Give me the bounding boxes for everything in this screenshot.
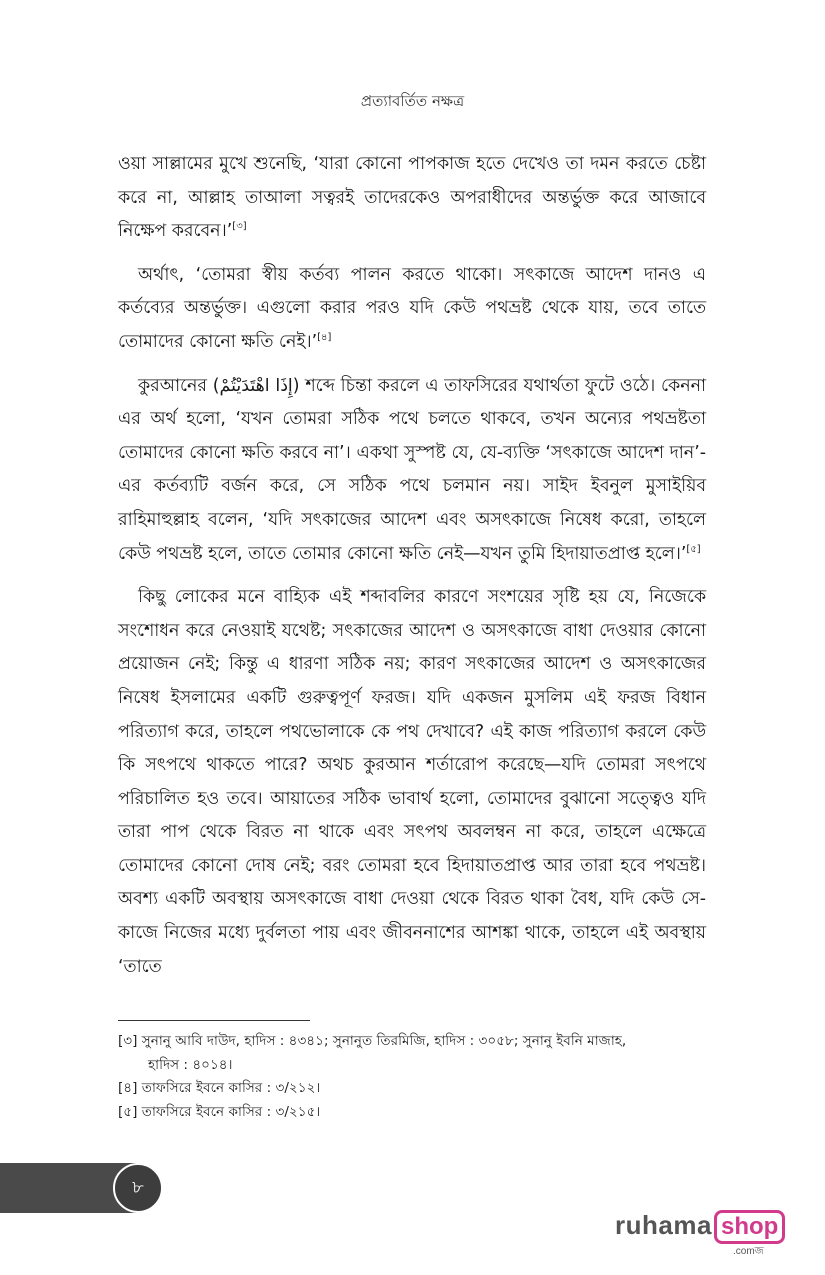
paragraph-3-text-a: কুরআনের ( [138,375,220,396]
logo-domain-text: .comজ [733,1246,764,1257]
footnote-ref-4[interactable]: [৪] [317,332,332,344]
footnotes [118,1030,706,1124]
logo-shop-text: shop [714,1210,785,1244]
footnote-3: [৩] সুনানু আবি দাউদ, হাদিস : ৪৩৪১; সুনানুত তিরমিজি, হাদিস : ৩০৫৮; সুনানু ইবনি মাজাহ, [118,1033,627,1049]
footnote-ref-5[interactable]: [৫] [686,543,701,555]
paragraph-3 [118,370,706,572]
body-text [118,148,706,994]
paragraph-2 [118,259,706,360]
footnote-4: [৪] তাফসিরে ইবনে কাসির : ৩/২১২। [118,1080,321,1096]
paragraph-4 [118,581,706,984]
arabic-quote: إِذَا اهْتَدَيْتُمْ [219,375,293,396]
footnote-divider [118,1020,310,1021]
footnote-ref-3[interactable]: [৩] [232,221,247,233]
page-number: ৮ [113,1163,163,1213]
paragraph-1-text: ওয়া সাল্লামের মুখে শুনেছি, ‘যারা কোনো পাপকাজ হতে দেখেও তা দমন করতে চেষ্টা করে না, আল্লাহ তাআলা সত্বরই তাদেরকেও অপরাধীদের অন্তর্ভুক্ত করে আজাবে নিক্ষেপ করবেন।’ [118,154,706,242]
footnote-3-continued: হাদিস : ৪০১৪। [148,1056,233,1073]
paragraph-3-text-b: ) শব্দে চিন্তা করলে এ তাফসিরের যথার্থতা ফুটে ওঠে। কেননা এর অর্থ হলো, ‘যখন তোমরা সঠিক পথে চলতে থাকবে, তখন অন্যের পথভ্রষ্টতা তোমাদের কোনো ক্ষতি করবে না’। একথা সুস্পষ্ট যে, যে-ব্যক্তি ‘সৎকাজে আদেশ দান’-এর কর্তব্যটি বর্জন করে, সে সঠিক পথে চলমান নয়। সাইদ ইবনুল মুসাইয়িব রাহিমাহুল্লাহ বলেন, ‘যদি সৎকাজের আদেশ এবং অসৎকাজে নিষেধ করো, তাহলে কেউ পথভ্রষ্ট হলে, তাতে তোমার কোনো ক্ষতি নেই—যখন তুমি হিদায়াতপ্রাপ্ত হলে।’ [118,375,707,564]
ruhamashop-logo [615,1208,779,1258]
footnote-5: [৫] তাফসিরে ইবনে কাসির : ৩/২১৫। [118,1103,321,1120]
paragraph-1 [118,148,706,249]
paragraph-2-text: অর্থাৎ, ‘তোমরা স্বীয় কর্তব্য পালন করতে থাকো। সৎকাজে আদেশ দানও এ কর্তব্যের অন্তর্ভুক্ত। এগুলো করার পরও যদি কেউ পথভ্রষ্ট থেকে যায়, তবে তাতে তোমাদের কোনো ক্ষতি নেই।’ [118,264,706,352]
logo-ruhama-text: ruhama [615,1210,712,1240]
paragraph-4-text: কিছু লোকের মনে বাহ্যিক এই শব্দাবলির কারণে সংশয়ের সৃষ্টি হয় যে, নিজেকে সংশোধন করে নেওয়াই যথেষ্ট; সৎকাজের আদেশ ও অসৎকাজে বাধা দেওয়ার কোনো প্রয়োজন নেই; কিন্তু এ ধারণা সঠিক নয়; কারণ সৎকাজের আদেশ ও অসৎকাজের নিষেধ ইসলামের একটি গুরুত্বপূর্ণ ফরজ। যদি একজন মুসলিম এই ফরজ বিধান পরিত্যাগ করে, তাহলে পথভোলাকে কে পথ দেখাবে? এই কাজ পরিত্যাগ করলে কেউ কি সৎপথে থাকতে পারে? অথচ কুরআন শর্তারোপ করেছে—যদি তোমরা সৎপথে পরিচালিত হও তবে। আয়াতের সঠিক ভাবার্থ হলো, তোমাদের বুঝানো সত্ত্বেও যদি তারা পাপ থেকে বিরত না থাকে এবং সৎপথ অবলম্বন না করে, তাহলে এক্ষেত্রে তোমাদের কোনো দোষ নেই; বরং তোমরা হবে হিদায়াতপ্রাপ্ত আর তারা হবে পথভ্রষ্ট। অবশ্য একটি অবস্থায় অসৎকাজে বাধা দেওয়া থেকে বিরত থাকা বৈধ, যদি কেউ সে-কাজে নিজের মধ্যে দুর্বলতা পায় এবং জীবননাশের আশঙ্কা থাকে, তাহলে এই অবস্থায় ‘তাতে [118,587,706,977]
running-title: প্রত্যাবর্তিত নক্ষত্র [360,92,465,110]
